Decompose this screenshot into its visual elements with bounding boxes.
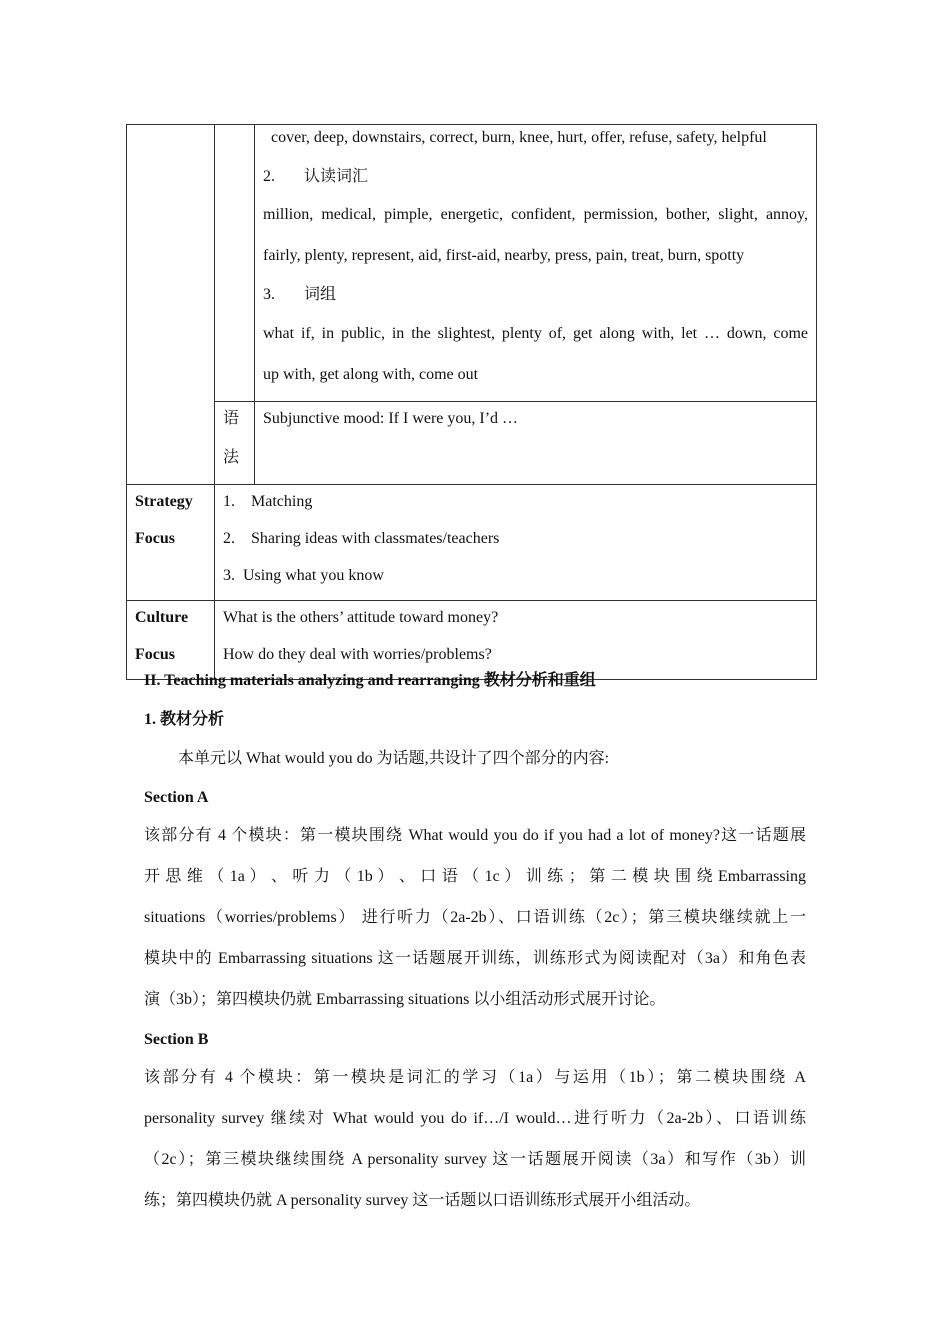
section-b-line-2: personality survey 继续对 What would you do if…/I would…进行听力（2a-2b）、口语训练 [144,1110,806,1127]
section-b-title: Section B [144,1031,209,1048]
vocab-num-3: 3. [263,286,275,303]
strategy-item-2: 2. Sharing ideas with classmates/teachers [223,530,500,547]
culture-label-2: Focus [135,646,175,663]
strategy-item-3: 3. Using what you know [223,567,384,584]
culture-item-1: What is the others’ attitude toward money? [223,609,499,626]
intro-paragraph: 本单元以 What would you do 为话题,共设计了四个部分的内容: [178,750,610,767]
culture-label-1: Culture [135,609,189,626]
section-a-line-3: situations（worries/problems） 进行听力（2a-2b）、口语训练（2c）；第三模块继续就上一 [144,909,806,926]
vocab-label-3: 词组 [304,286,337,303]
vocab-line-2a: million, medical, pimple, energetic, confident, permission, bother, slight, annoy, [263,206,808,223]
section-2-body [144,0,806,1344]
vocab-num-2: 2. [263,168,275,185]
vocab-line-3a: what if, in public, in the slightest, plenty of, get along with, let … down, come [263,325,808,342]
section-a-line-2: 开 思 维 （ 1a ） 、 听 力 （ 1b ） 、 口 语 （ 1c ） 训 练 ； 第 二 模 块 围 绕 Embarrassing [144,868,806,885]
section-a-line-4: 模块中的 Embarrassing situations 这一话题展开训练，训练形式为阅读配对（3a）和角色表 [144,950,806,967]
grammar-label-2: 法 [223,449,240,466]
section-b-line-3: （2c）；第三模块继续围绕 A personality survey 这一话题展开阅读（3a）和写作（3b）训 [144,1151,806,1168]
section-a-line-5: 演（3b）；第四模块仍就 Embarrassing situations 以小组活动形式展开讨论。 [144,991,666,1008]
strategy-label-1: Strategy [135,493,193,510]
grammar-content: Subjunctive mood: If I were you, I’d … [263,410,519,427]
section-2-heading: II. Teaching materials analyzing and rearranging 教材分析和重组 [144,672,596,689]
section-a-line-1: 该部分有 4 个模块：第一模块围绕 What would you do if you had a lot of money?这一话题展 [144,827,806,844]
vocab-line-3b: up with, get along with, come out [263,366,479,383]
strategy-label-2: Focus [135,530,175,547]
section-b-line-4: 练；第四模块仍就 A personality survey 这一话题以口语训练形式展开小组活动。 [144,1192,701,1209]
section-a-title: Section A [144,789,209,806]
vocab-line-1: cover, deep, downstairs, correct, burn, knee, hurt, offer, refuse, safety, helpful [271,129,767,146]
section-b-line-1: 该部分有 4 个模块：第一模块是词汇的学习（1a）与运用（1b）；第二模块围绕 A [144,1069,806,1086]
vocab-line-2b: fairly, plenty, represent, aid, first-aid, nearby, press, pain, treat, burn, spotty [263,247,745,264]
culture-item-2: How do they deal with worries/problems? [223,646,492,663]
strategy-item-1: 1. Matching [223,493,313,510]
subsection-heading: 1. 教材分析 [144,711,225,728]
vocab-label-2: 认读词汇 [304,168,369,185]
grammar-label-1: 语 [223,410,240,427]
